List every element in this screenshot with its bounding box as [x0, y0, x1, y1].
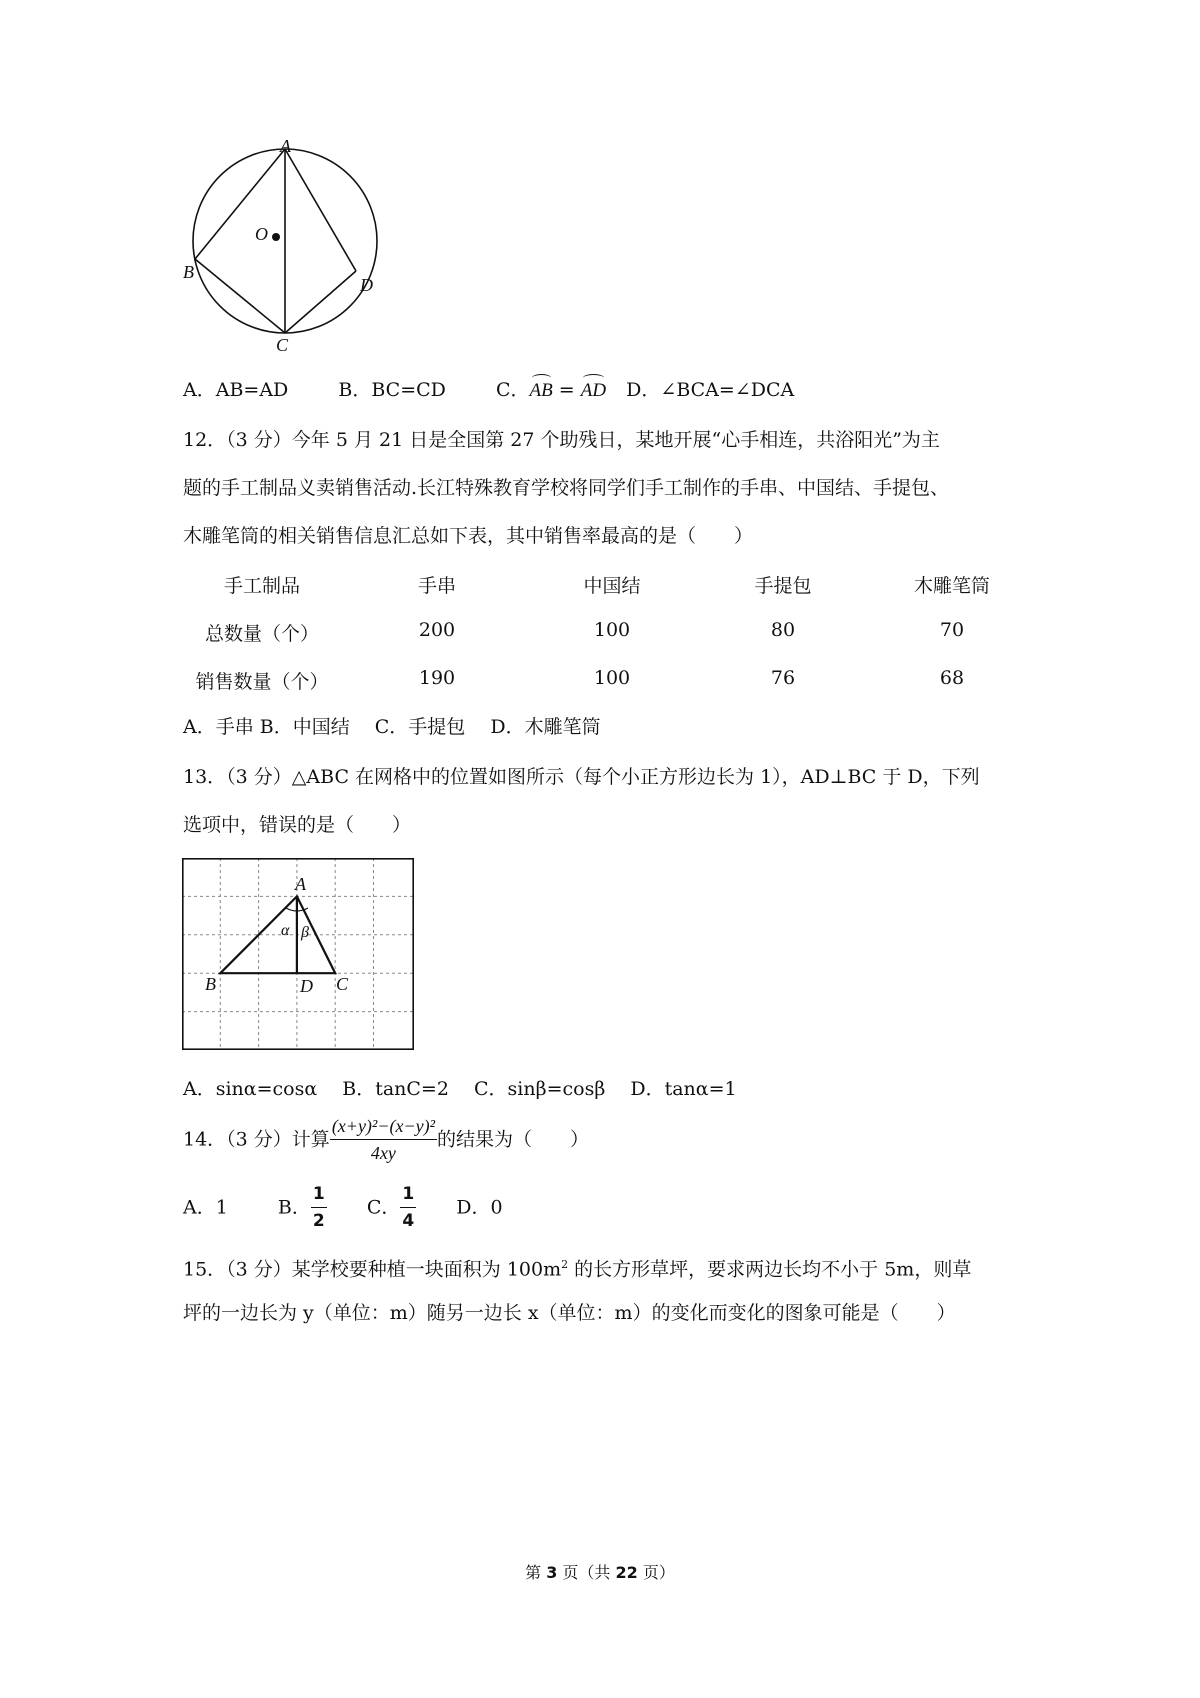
q13-line-2: 选项中，错误的是（ ） — [183, 814, 412, 836]
q14-option-c-num: 1 — [400, 1183, 416, 1208]
q13-label-beta: β — [301, 924, 309, 941]
q14-suffix: 的结果为（ ） — [436, 1128, 589, 1151]
q11-label-o: O — [255, 224, 268, 244]
q11-label-a: A — [280, 136, 291, 156]
table-cell: 销售数量（个） — [195, 671, 329, 693]
q11-arc-ad: AD — [581, 377, 606, 405]
q13-label-c: C — [336, 974, 349, 994]
header-cell: 木雕笔筒 — [913, 575, 990, 597]
q11-options — [183, 376, 794, 405]
q11-option-c-eq: = — [552, 379, 581, 401]
q13-label-alpha: α — [281, 922, 290, 939]
q14-option-b-fraction — [311, 1183, 327, 1232]
center-point — [272, 233, 280, 241]
header-cell: 手工制品 — [223, 575, 300, 597]
q12-line-1: 12．（3 分）今年 5 月 21 日是全国第 27 个助残日，某地开展“心手相连，共浴阳光”为主 — [183, 429, 940, 451]
q11-label-b: B — [183, 262, 194, 282]
q14-option-b-den: 2 — [312, 1211, 325, 1231]
q14-option-b-num: 1 — [311, 1183, 327, 1208]
table-cell: 68 — [939, 667, 965, 689]
q11-label-c: C — [276, 335, 289, 355]
q15-line-1 — [183, 1251, 971, 1283]
table-cell: 100 — [593, 619, 631, 641]
q14-option-c-den: 4 — [402, 1211, 415, 1231]
total-pages: 22 — [615, 1563, 638, 1582]
header-cell: 手提包 — [754, 575, 812, 597]
footer-post: 页） — [637, 1563, 675, 1582]
table-cell: 80 — [770, 619, 796, 641]
table-cell: 总数量（个） — [204, 623, 319, 645]
q14-numerator: (x+y)²−(x−y)² — [330, 1115, 437, 1140]
q13-label-b: B — [205, 974, 216, 994]
q12-options: A．手串 B．中国结 C．手提包 D．木雕笔筒 — [183, 716, 601, 738]
page-number: 3 — [546, 1563, 558, 1582]
q15-line-1-a: 15．（3 分）某学校要种植一块面积为 100m — [183, 1258, 562, 1281]
q13-options: A．sinα=cosα B．tanC=2 C．sinβ=cosβ D．tanα=1 — [183, 1078, 737, 1100]
q11-label-d: D — [360, 275, 373, 295]
q13-line-1: 13．（3 分）△ABC 在网格中的位置如图所示（每个小正方形边长为 1），AD⊥BC 于 D，下列 — [183, 766, 980, 788]
q11-option-d: D．∠BCA=∠DCA — [626, 379, 795, 401]
q11-option-a: A．AB=AD — [183, 379, 289, 401]
table-cell: 200 — [418, 619, 456, 641]
q14-question — [183, 1115, 589, 1164]
chord-dc — [285, 271, 356, 333]
chord-ab — [195, 149, 285, 259]
page-footer — [0, 1560, 1200, 1583]
q11-option-b: B．BC=CD — [338, 379, 446, 401]
q12-line-2: 题的手工制品义卖销售活动.长江特殊教育学校将同学们手工制作的手串、中国结、手提包、 — [183, 477, 950, 499]
footer-pre: 第 — [525, 1563, 547, 1582]
q15-line-1-b: 的长方形草坪，要求两边长均不小于 5m，则草 — [568, 1258, 972, 1281]
table-cell: 190 — [418, 667, 456, 689]
q15-line-2: 坪的一边长为 y（单位：m）随另一边长 x（单位：m）的变化而变化的图象可能是（ ） — [183, 1302, 956, 1324]
header-cell: 手串 — [417, 575, 456, 597]
q14-options — [183, 1183, 503, 1232]
q14-option-a: A．1 — [183, 1196, 228, 1219]
footer-mid: 页（共 — [557, 1563, 616, 1582]
q14-prefix: 14．（3 分）计算 — [183, 1128, 330, 1151]
q15-superscript: 2 — [561, 1258, 569, 1271]
q13-label-d: D — [300, 976, 313, 996]
q11-option-c-prefix: C． — [495, 379, 530, 401]
q14-option-c-fraction — [400, 1183, 416, 1232]
q13-label-a: A — [295, 874, 306, 894]
header-cell: 中国结 — [583, 575, 641, 597]
q14-option-d: D．0 — [456, 1196, 503, 1219]
q14-option-c: C． — [366, 1196, 401, 1219]
q11-circle-figure — [160, 135, 380, 370]
q14-fraction — [330, 1115, 437, 1164]
table-cell: 70 — [939, 619, 965, 641]
q14-denominator: 4xy — [370, 1143, 396, 1163]
table-cell: 76 — [770, 667, 796, 689]
q14-option-b: B． — [277, 1196, 311, 1219]
q11-arc-ab: AB — [530, 377, 553, 405]
table-cell: 100 — [593, 667, 631, 689]
q12-line-3: 木雕笔筒的相关销售信息汇总如下表，其中销售率最高的是（ ） — [183, 525, 754, 547]
chord-ad — [285, 149, 356, 271]
